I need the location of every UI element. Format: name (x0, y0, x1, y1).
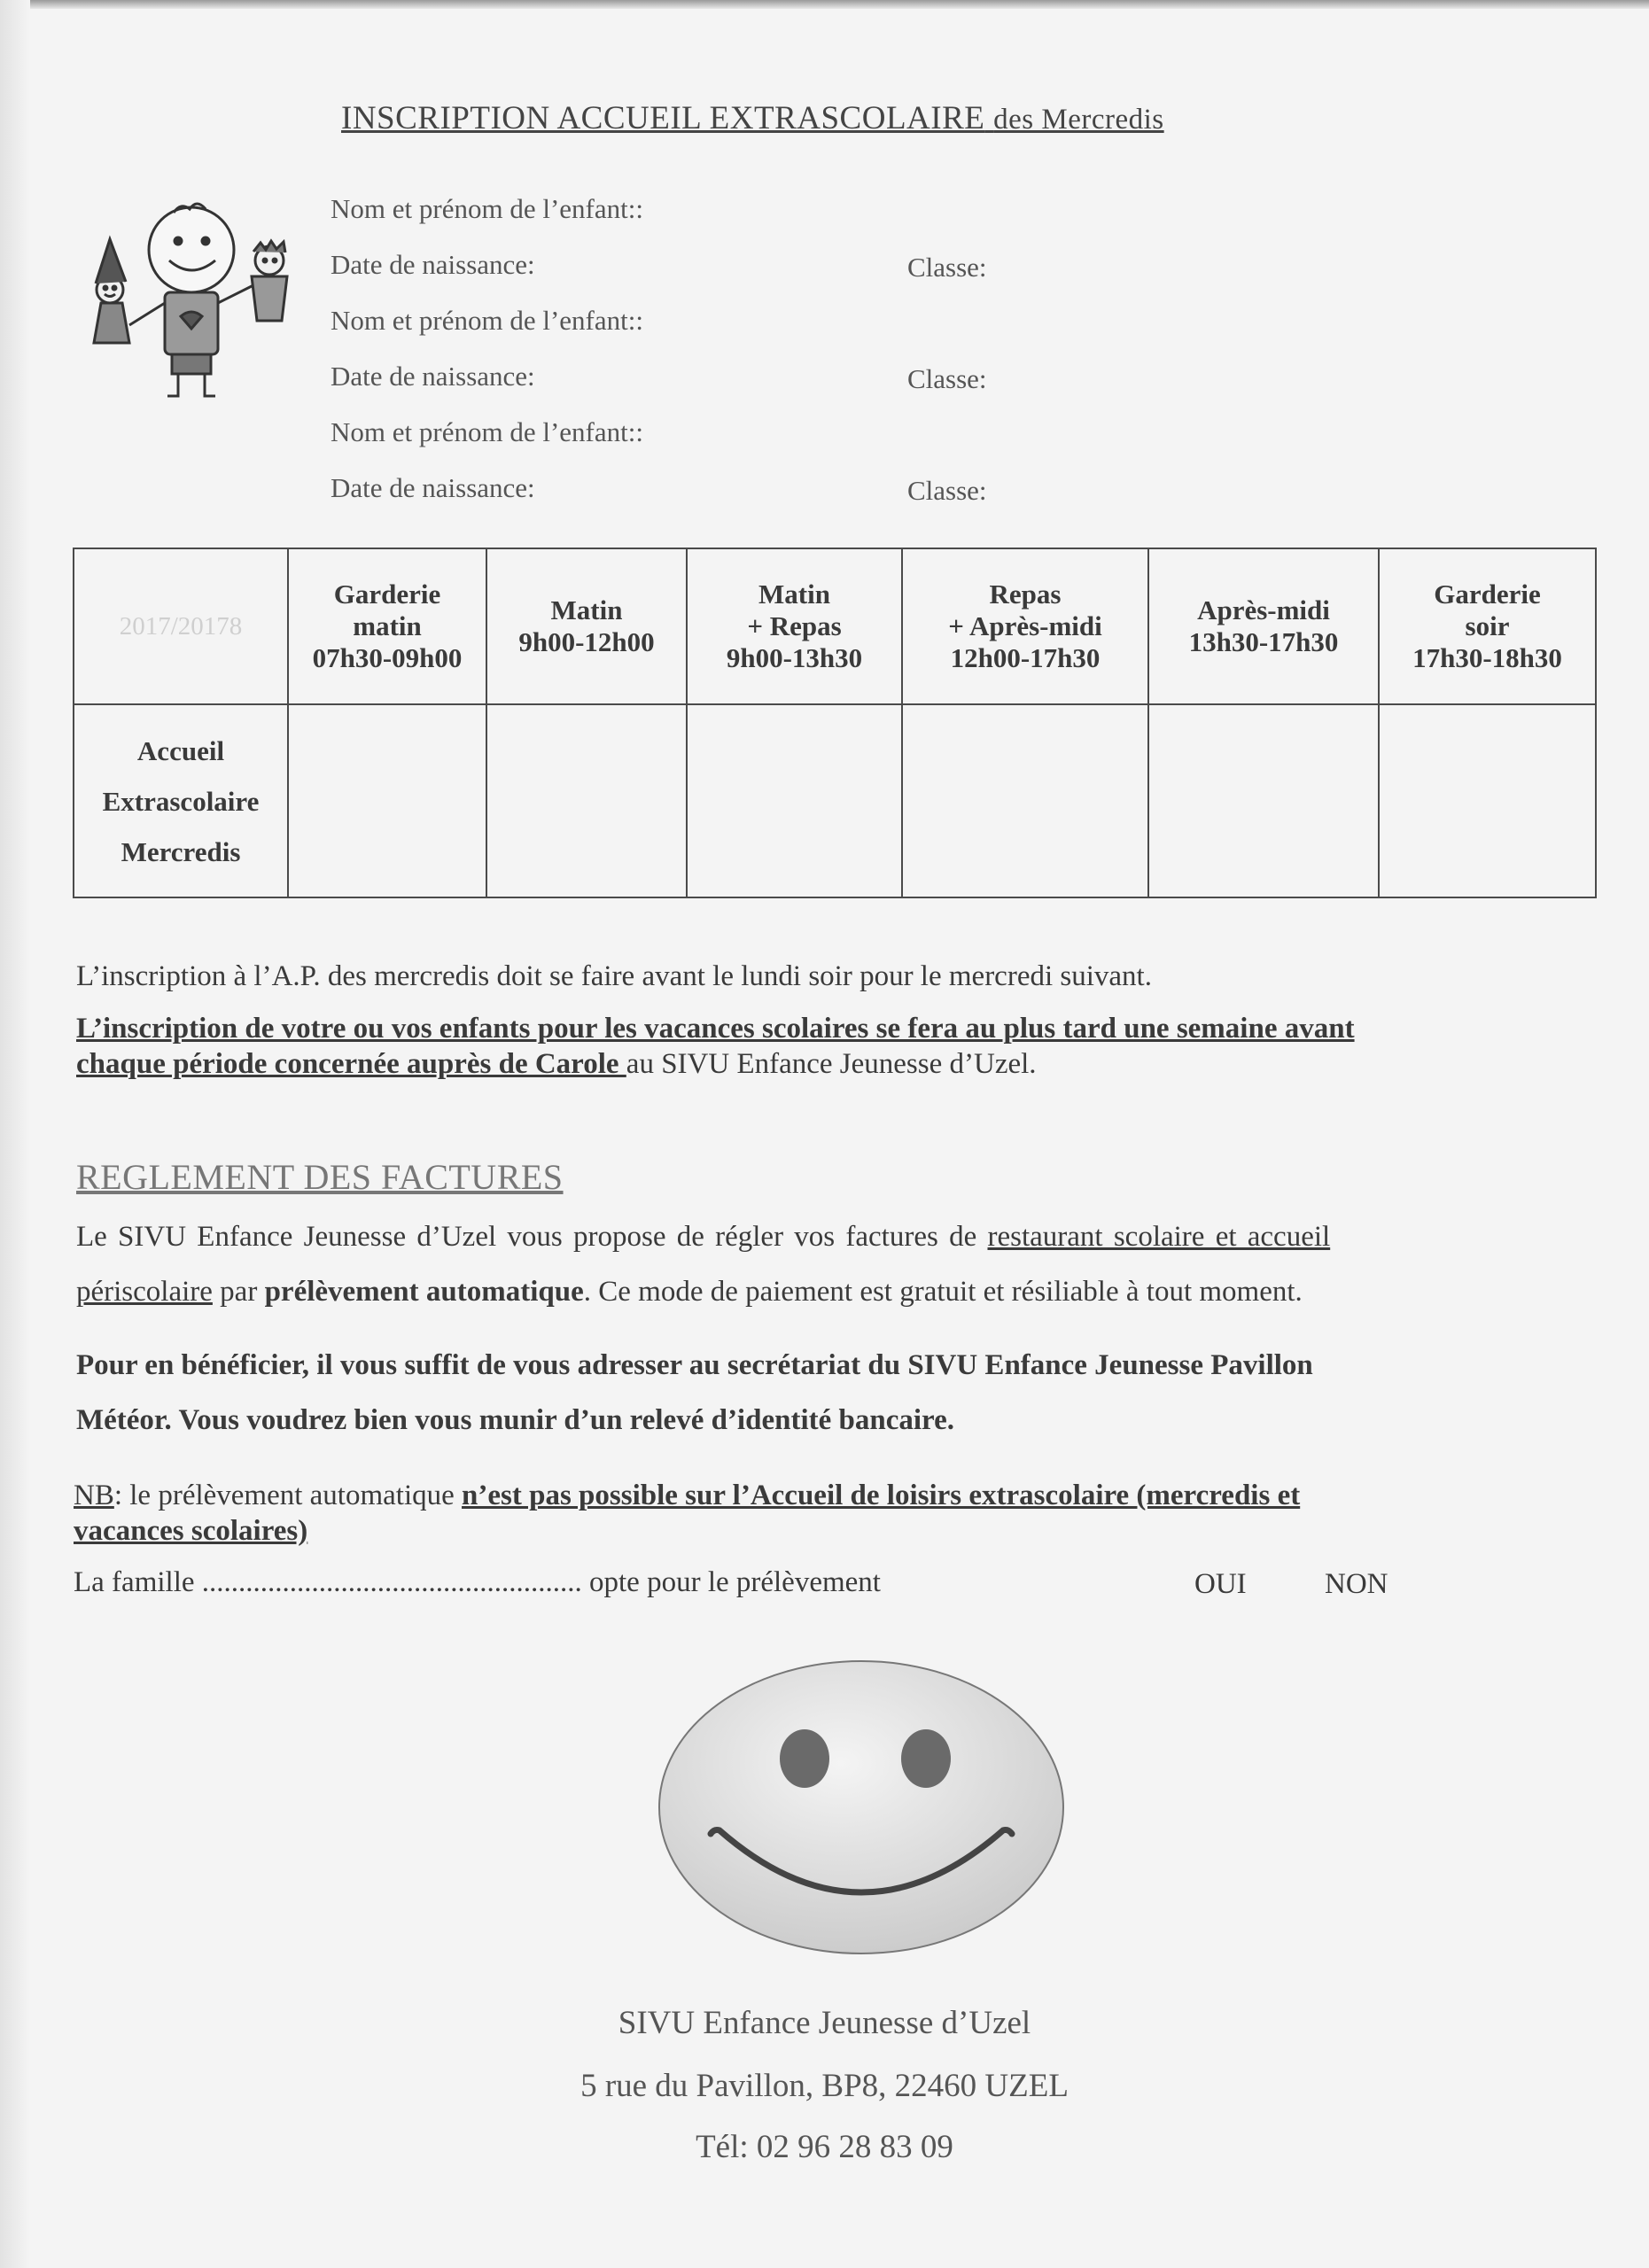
header-garderie-matin (288, 548, 486, 704)
child1-name-label: Nom et prénom de l’enfant:: (331, 193, 643, 224)
famille-line: La famille .................................................... opte pour le prélèvement (74, 1566, 881, 1598)
reglement-para2-line1: Pour en bénéficier, il vous suffit de vous adresser au secrétariat du SIVU Enfance Jeunesse Pavillon (76, 1349, 1313, 1381)
table-row (74, 704, 1596, 897)
header-time: 13h30-17h30 (1188, 626, 1339, 657)
section-heading-reglement: REGLEMENT DES FACTURES (76, 1157, 564, 1197)
para-underlined: restaurant scolaire et accueil (987, 1221, 1331, 1253)
header-text: + Après-midi (948, 610, 1102, 641)
header-time: 07h30-09h00 (312, 642, 463, 673)
para-underlined: périscolaire (76, 1276, 213, 1308)
header-text: soir (1465, 610, 1510, 641)
header-text: Repas (989, 579, 1062, 610)
checkbox-cell-matin-repas[interactable] (687, 704, 902, 897)
header-text: matin (353, 610, 422, 641)
nb-bold: n’est pas possible sur l’Accueil de loisirs extrascolaire (mercredis et (462, 1480, 1301, 1511)
page-title (341, 99, 1164, 137)
header-text: + Repas (747, 610, 842, 641)
checkbox-cell-apres-midi[interactable] (1148, 704, 1379, 897)
child3-name-label: Nom et prénom de l’enfant:: (331, 416, 643, 447)
header-text: Après-midi (1197, 594, 1330, 625)
note-vacances-line2 (76, 1048, 1037, 1081)
note-vacances-bold: chaque période concernée auprès de Carole (76, 1048, 626, 1080)
note-vacances-rest: au SIVU Enfance Jeunesse d’Uzel. (626, 1048, 1037, 1080)
scan-left-edge (0, 0, 30, 2268)
header-time: 9h00-13h30 (726, 642, 863, 673)
option-oui[interactable]: OUI (1194, 1568, 1247, 1600)
child2-class-label: Classe: (907, 363, 987, 394)
header-matin-repas (687, 548, 902, 704)
nb-line2: vacances scolaires) (74, 1515, 308, 1547)
footer-address: 5 rue du Pavillon, BP8, 22460 UZEL (580, 2068, 1069, 2104)
para-text: par (220, 1276, 258, 1308)
note-vacances-line1: L’inscription de votre ou vos enfants pour les vacances scolaires se fera au plus tard une semaine avant (76, 1013, 1355, 1045)
row-label (74, 704, 288, 897)
footer-tel: Tél: 02 96 28 83 09 (696, 2129, 953, 2165)
reglement-para1-line2 (76, 1276, 1303, 1309)
header-time: 12h00-17h30 (950, 642, 1101, 673)
para-text: . Ce mode de paiement est gratuit et résiliable à tout moment. (583, 1276, 1303, 1308)
header-time: 9h00-12h00 (518, 626, 655, 657)
child3-dob-label: Date de naissance: (331, 472, 535, 503)
row-label-text: Mercredis (121, 835, 241, 867)
child1-dob-label: Date de naissance: (331, 249, 535, 280)
header-apres-midi (1148, 548, 1379, 704)
para-bold: prélèvement automatique (264, 1276, 584, 1308)
row-label-text: Accueil (136, 734, 225, 766)
scan-top-edge (0, 0, 1649, 9)
schedule-table (73, 548, 1597, 898)
smiley-icon (656, 1657, 1068, 1958)
school-year: 2017/20178 (74, 548, 288, 704)
checkbox-cell-garderie-matin[interactable] (288, 704, 486, 897)
children-illustration (76, 197, 320, 409)
header-matin (486, 548, 687, 704)
option-non[interactable]: NON (1325, 1568, 1388, 1600)
checkbox-cell-repas-apres-midi[interactable] (902, 704, 1148, 897)
checkbox-cell-matin[interactable] (486, 704, 687, 897)
table-header-row (74, 548, 1596, 704)
row-label-text: Extrascolaire (102, 785, 260, 817)
child3-class-label: Classe: (907, 475, 987, 506)
child1-class-label: Classe: (907, 252, 987, 283)
footer-org: SIVU Enfance Jeunesse d’Uzel (618, 2005, 1031, 2041)
child2-dob-label: Date de naissance: (331, 361, 535, 392)
nb-label: NB (74, 1480, 114, 1511)
checkbox-cell-garderie-soir[interactable] (1379, 704, 1596, 897)
header-repas-apres-midi (902, 548, 1148, 704)
title-suffix: des Mercredis (993, 104, 1164, 136)
header-text: Garderie (1434, 579, 1541, 610)
nb-line1 (74, 1480, 1300, 1512)
nb-text: : le prélèvement automatique (113, 1480, 455, 1511)
child2-name-label: Nom et prénom de l’enfant:: (331, 305, 643, 336)
title-main: INSCRIPTION ACCUEIL EXTRASCOLAIRE (341, 100, 985, 136)
header-garderie-soir (1379, 548, 1596, 704)
header-text: Matin (758, 579, 830, 610)
header-text: Garderie (333, 579, 441, 610)
para-text: Le SIVU Enfance Jeunesse d’Uzel vous propose de régler vos factures de (76, 1221, 977, 1253)
header-time: 17h30-18h30 (1412, 642, 1562, 673)
note-mercredis: L’inscription à l’A.P. des mercredis doit se faire avant le lundi soir pour le mercredi suivant. (76, 960, 1152, 992)
reglement-para1-line1 (76, 1221, 1330, 1254)
reglement-para2-line2: Météor. Vous voudrez bien vous munir d’un relevé d’identité bancaire. (76, 1404, 954, 1436)
header-text: Matin (550, 594, 623, 625)
